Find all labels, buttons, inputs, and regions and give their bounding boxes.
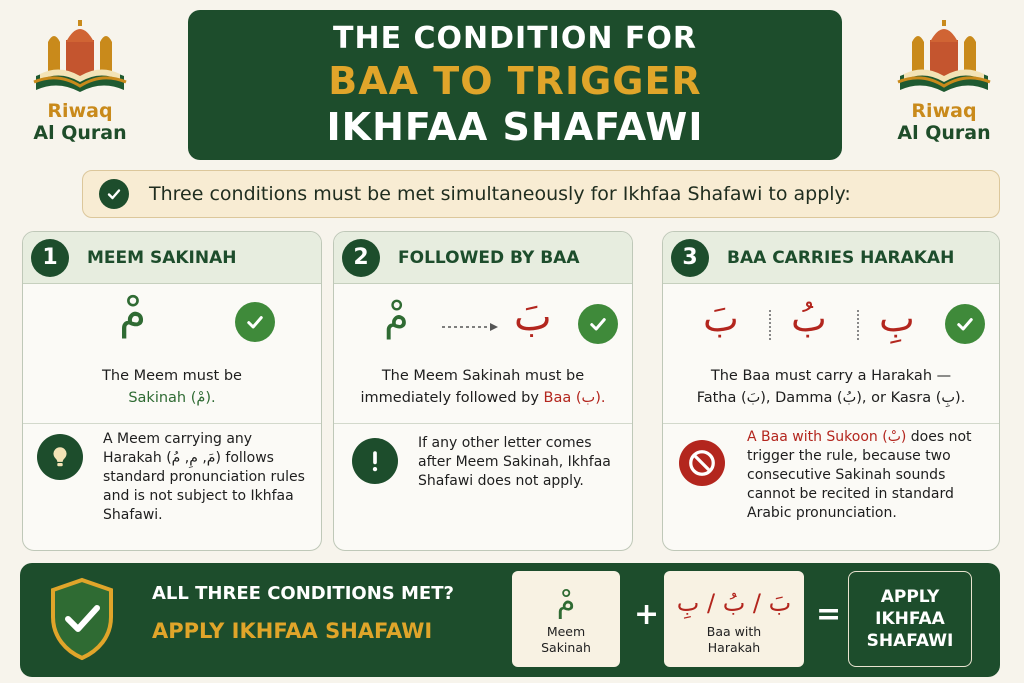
brand-line2: Al Quran	[33, 122, 127, 144]
baa-kasra-glyph: بِ	[879, 296, 915, 340]
box-caption-line2: Harakah	[707, 640, 761, 655]
card-note: If any other letter comes after Meem Sakinah, Ikhfaa Shafawi does not apply.	[418, 435, 611, 489]
title-line2: BAA TO TRIGGER	[328, 59, 702, 103]
box-caption-line2: Sakinah	[541, 640, 591, 655]
condition-card-3	[662, 231, 1000, 551]
card-desc-emphasis: Baa (ب).	[543, 390, 606, 406]
result-line2: IKHFAA	[875, 609, 945, 629]
mosque-book-icon	[894, 18, 994, 100]
title-banner	[188, 10, 842, 160]
card-title: MEEM SAKINAH	[87, 247, 237, 268]
lightbulb-icon	[37, 434, 83, 480]
baa-variants-glyph: بَ / بُ / بِ	[676, 589, 792, 617]
box-caption-line1: Baa with	[706, 624, 762, 639]
card-note-wrap	[747, 428, 987, 523]
equals-sign: =	[816, 597, 842, 632]
meem-sakinah-glyph: مْ	[384, 294, 409, 340]
banner-text: Three conditions must be met simultaneously for Ikhfaa Shafawi to apply:	[149, 183, 851, 205]
card-note: A Meem carrying any Harakah (مَ, مِ, مُ) follows standard pronunciation rules and is not subject to Ikhfaa Shafawi.	[103, 431, 305, 523]
check-icon	[945, 304, 985, 344]
baa-harakah-box	[664, 571, 804, 667]
card-desc-line1: The Baa must carry a Harakah —	[710, 368, 952, 384]
title-line1: THE CONDITION FOR	[333, 21, 697, 56]
card-title: FOLLOWED BY BAA	[398, 247, 580, 268]
plus-sign: +	[634, 597, 660, 632]
prohibited-icon	[679, 440, 725, 486]
summary-answer: APPLY IKHFAA SHAFAWI	[152, 619, 433, 643]
logo-left	[10, 18, 150, 158]
step-number: 1	[31, 239, 69, 277]
card-desc-line2: Fatha (بَ), Damma (بُ), or Kasra (بِ).	[696, 390, 966, 406]
card-title: BAA CARRIES HARAKAH	[727, 247, 955, 268]
step-number: 3	[671, 239, 709, 277]
result-line3: SHAFAWI	[866, 631, 954, 651]
check-icon	[99, 179, 129, 209]
mosque-book-icon	[30, 18, 130, 100]
box-caption-line1: Meem	[546, 624, 586, 639]
conditions-banner	[82, 170, 1000, 218]
card-note-emphasis: A Baa with Sukoon (بْ)	[747, 429, 907, 445]
baa-glyph: بَ	[514, 294, 552, 340]
divider	[857, 310, 859, 340]
summary-bar	[20, 563, 1000, 677]
summary-question: ALL THREE CONDITIONS MET?	[152, 583, 454, 604]
meem-sakinah-glyph: مْ	[119, 288, 147, 339]
brand-line2: Al Quran	[897, 122, 991, 144]
step-number: 2	[342, 239, 380, 277]
card-desc-line2	[334, 388, 632, 408]
meem-sakinah-box	[512, 571, 620, 667]
baa-damma-glyph: بُ	[791, 296, 827, 340]
check-icon	[235, 302, 275, 342]
divider	[769, 310, 771, 340]
brand-line1: Riwaq	[911, 100, 977, 122]
card-desc-line2-text: immediately followed by	[360, 390, 539, 406]
baa-fatha-glyph: بَ	[703, 296, 739, 340]
card-note: does not trigger the rule, because two consecutive Sakinah sounds cannot be recited in standard Arabic pronunciation.	[747, 429, 972, 521]
exclamation-icon	[352, 438, 398, 484]
result-box	[848, 571, 972, 667]
title-line3: IKHFAA SHAFAWI	[326, 105, 704, 149]
meem-sakinah-glyph: مْ	[556, 585, 576, 620]
condition-card-1	[22, 231, 322, 551]
check-icon	[578, 304, 618, 344]
condition-card-2	[333, 231, 633, 551]
card-desc-line1: The Meem Sakinah must be	[381, 368, 585, 384]
brand-line1: Riwaq	[47, 100, 113, 122]
card-desc-emphasis: Sakinah (مْ).	[128, 390, 216, 406]
arrow-right-icon	[442, 322, 500, 332]
result-line1: APPLY	[880, 587, 940, 607]
shield-check-icon	[48, 577, 116, 661]
logo-right	[874, 18, 1014, 158]
card-desc-line1: The Meem must be	[102, 368, 242, 384]
